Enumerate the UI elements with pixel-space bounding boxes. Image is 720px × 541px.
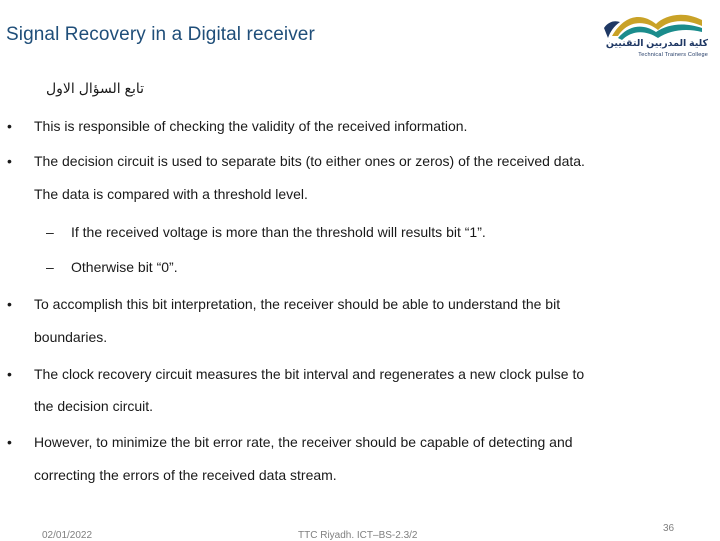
bullet-marker: • bbox=[7, 366, 12, 382]
sub-bullet-marker: – bbox=[46, 224, 54, 240]
slide-subtitle: تابع السؤال الاول bbox=[46, 80, 145, 96]
bullet-text-continued: the decision circuit. bbox=[34, 398, 154, 414]
bullet-marker: • bbox=[7, 118, 12, 134]
logo-english-text: Technical Trainers College bbox=[638, 52, 708, 58]
footer-text: TTC Riyadh. ICT–BS-2.3/2 bbox=[298, 530, 418, 541]
logo-emblem-icon bbox=[598, 8, 708, 42]
bullet-text: This is responsible of checking the validity of the received information. bbox=[34, 118, 468, 134]
bullet-marker: • bbox=[7, 434, 12, 450]
sub-bullet-text: If the received voltage is more than the threshold will results bit “1”. bbox=[71, 224, 486, 240]
bullet-text: To accomplish this bit interpretation, the receiver should be able to understand the bit bbox=[34, 296, 561, 312]
bullet-text: However, to minimize the bit error rate, the receiver should be capable of detecting and bbox=[34, 434, 573, 450]
bullet-marker: • bbox=[7, 153, 12, 169]
page-number: 36 bbox=[663, 523, 675, 534]
bullet-text-continued: boundaries. bbox=[34, 329, 108, 345]
bullet-text-continued: correcting the errors of the received data stream. bbox=[34, 467, 337, 483]
logo-arabic-text: كلية المدربين التقنيين bbox=[605, 38, 708, 49]
slide-title: Signal Recovery in a Digital receiver bbox=[6, 24, 315, 45]
bullet-marker: • bbox=[7, 296, 12, 312]
sub-bullet-marker: – bbox=[46, 259, 54, 275]
bullet-text: The decision circuit is used to separate bits (to either ones or zeros) of the received data. bbox=[34, 153, 585, 169]
bullet-text: The clock recovery circuit measures the bit interval and regenerates a new clock pulse to bbox=[34, 366, 585, 382]
sub-bullet-text: Otherwise bit “0”. bbox=[71, 259, 178, 275]
footer-date: 02/01/2022 bbox=[42, 530, 93, 541]
bullet-text-continued: The data is compared with a threshold level. bbox=[34, 186, 308, 202]
